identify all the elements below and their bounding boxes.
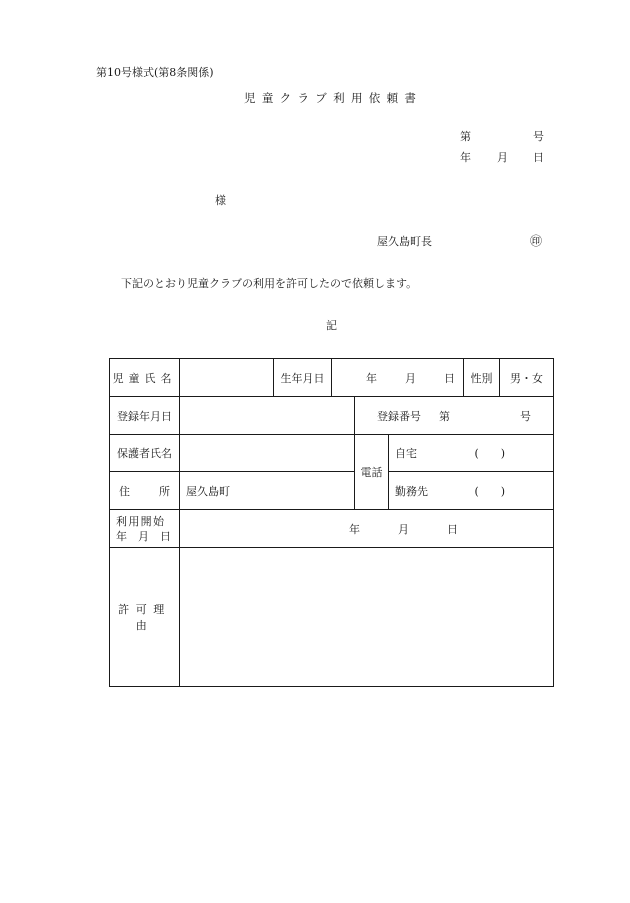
row-start-date bbox=[110, 510, 554, 548]
row-registration bbox=[110, 397, 554, 435]
body-text: 下記のとおり児童クラブの利用を許可したので依頼します。 bbox=[121, 277, 418, 290]
child-name-label: 児童氏名 bbox=[110, 359, 180, 397]
row-child bbox=[110, 359, 554, 397]
application-table bbox=[109, 358, 554, 687]
reg-date-label: 登録年月日 bbox=[110, 397, 180, 435]
work-label: 勤務先 bbox=[395, 484, 428, 498]
phone-label: 電話 bbox=[355, 435, 389, 510]
start-date-field[interactable] bbox=[180, 510, 554, 548]
home-paren: ( ) bbox=[474, 447, 506, 460]
ref-dai: 第 bbox=[460, 130, 471, 143]
guardian-label: 保護者氏名 bbox=[110, 435, 180, 472]
reason-field[interactable] bbox=[180, 548, 554, 687]
ki-heading: 記 bbox=[326, 319, 337, 332]
date-month: 月 bbox=[497, 151, 508, 164]
addressee-suffix: 様 bbox=[215, 194, 226, 207]
reg-number-field[interactable] bbox=[355, 397, 554, 435]
form-number: 第10号様式(第8条関係) bbox=[96, 66, 214, 79]
birth-month: 月 bbox=[405, 371, 417, 385]
reg-number-label: 登録番号 bbox=[377, 409, 421, 423]
phone-home-field[interactable] bbox=[389, 435, 554, 472]
birth-year: 年 bbox=[366, 371, 378, 385]
birthdate-label: 生年月日 bbox=[274, 359, 332, 397]
work-paren: ( ) bbox=[474, 484, 506, 498]
row-guardian bbox=[110, 435, 554, 472]
reason-label: 許可理由 bbox=[110, 548, 180, 687]
birthdate-field[interactable] bbox=[332, 359, 464, 397]
seal-mark: ㊞ bbox=[530, 234, 543, 248]
guardian-field[interactable] bbox=[180, 435, 355, 472]
start-date-label: 利用開始 年 月 日 bbox=[110, 510, 180, 548]
birth-day: 日 bbox=[444, 371, 456, 385]
home-label: 自宅 bbox=[395, 447, 417, 460]
address-field[interactable]: 屋久島町 bbox=[180, 472, 355, 510]
ref-go: 号 bbox=[533, 130, 544, 143]
reg-dai: 第 bbox=[439, 409, 450, 423]
start-month: 月 bbox=[398, 522, 409, 536]
row-address bbox=[110, 472, 554, 510]
reg-date-field[interactable] bbox=[180, 397, 355, 435]
gender-options[interactable]: 男・女 bbox=[500, 359, 554, 397]
document-title: 児童クラブ利用依頼書 bbox=[244, 91, 423, 105]
address-label: 住 所 bbox=[110, 472, 180, 510]
date-year: 年 bbox=[460, 151, 471, 164]
phone-work-field[interactable] bbox=[389, 472, 554, 510]
gender-label: 性別 bbox=[464, 359, 500, 397]
child-name-field[interactable] bbox=[180, 359, 274, 397]
start-day: 日 bbox=[447, 522, 458, 536]
date-day: 日 bbox=[533, 151, 544, 164]
start-year: 年 bbox=[349, 522, 360, 536]
reg-go: 号 bbox=[520, 409, 532, 423]
sender-title: 屋久島町長 bbox=[377, 235, 432, 248]
row-reason bbox=[110, 548, 554, 687]
